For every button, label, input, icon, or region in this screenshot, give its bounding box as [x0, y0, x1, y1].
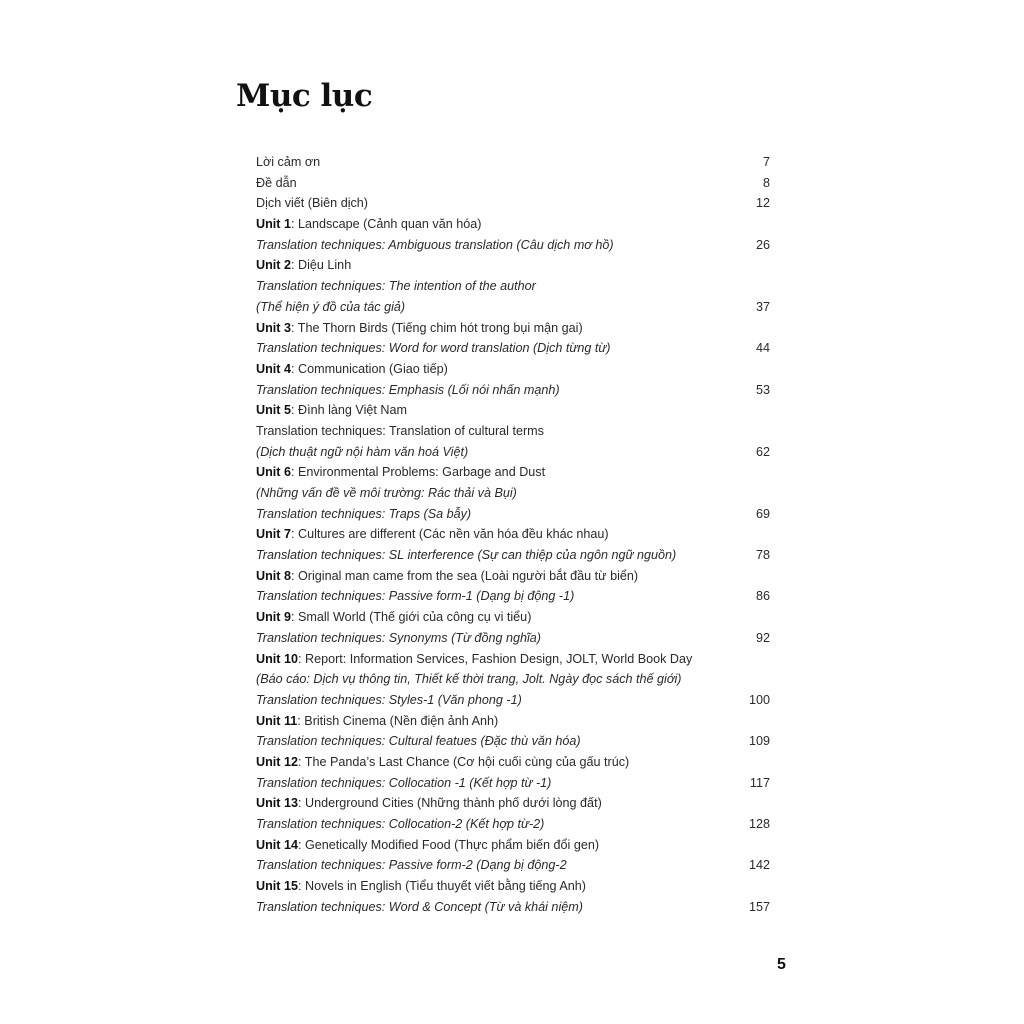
- toc-entry-line-text: Lời cảm ơn: [256, 155, 321, 169]
- toc-entry-line-text: (Báo cáo: Dịch vụ thông tin, Thiết kế thời trang, Jolt. Ngày đọc sách thế giới): [256, 672, 682, 687]
- toc-entry-line: [256, 193, 368, 214]
- toc-entry: [256, 400, 770, 462]
- toc-entry-line: [256, 421, 544, 442]
- toc-entry-line: [256, 504, 545, 525]
- toc-page-number: 109: [748, 734, 770, 749]
- toc-entry: [256, 835, 770, 876]
- toc-entry-text: [256, 255, 536, 317]
- toc-entry-line-text: Dịch viết (Biên dịch): [256, 196, 368, 211]
- unit-label: Unit 12: [256, 754, 298, 769]
- toc-entry-line-text: : Report: Information Services, Fashion Design, JOLT, World Book Day: [298, 651, 693, 666]
- toc-entry-line-text: Translation techniques: Passive form-2 (Dạng bị động-2: [256, 858, 567, 873]
- toc-entry-line: [256, 152, 320, 173]
- toc-page-number: 44: [755, 341, 770, 356]
- toc-entry: [256, 318, 770, 359]
- toc-entry-line: [256, 318, 611, 339]
- toc-entry-line-text: : Underground Cities (Những thành phố dưới lòng đất): [298, 796, 602, 811]
- toc-page-number: 86: [755, 589, 770, 604]
- toc-entry-line: [256, 793, 602, 814]
- toc-entry-line-text: Translation techniques: Translation of cultural terms: [256, 423, 544, 438]
- toc-entry-text: [256, 711, 581, 752]
- toc-entry-line: [256, 711, 581, 732]
- toc-entry-line: [256, 338, 611, 359]
- page-title: Mục lục: [236, 78, 373, 114]
- unit-label: Unit 2: [256, 258, 291, 273]
- table-of-contents: [256, 152, 770, 917]
- toc-entry: [256, 876, 770, 917]
- toc-entry-text: [256, 566, 638, 607]
- toc-entry: [256, 566, 770, 607]
- toc-entry-text: [256, 649, 692, 711]
- toc-page-number: 142: [748, 858, 770, 873]
- toc-entry-line: [256, 586, 638, 607]
- toc-entry-text: [256, 607, 541, 648]
- toc-entry-line-text: : Diệu Linh: [290, 258, 352, 273]
- toc-entry-line: [256, 214, 614, 235]
- toc-page-number: 26: [755, 237, 770, 252]
- toc-entry-line: [256, 835, 599, 856]
- toc-page-number: 100: [748, 692, 770, 707]
- toc-entry-line-text: Translation techniques: Styles-1 (Văn phong -1): [256, 692, 522, 707]
- toc-entry-line-text: : Novels in English (Tiểu thuyết viết bằng tiếng Anh): [298, 879, 586, 894]
- unit-label: Unit 7: [256, 527, 291, 542]
- toc-entry-line-text: Translation techniques: Collocation-2 (Kết hợp từ-2): [256, 817, 545, 831]
- toc-page-number: 8: [762, 175, 770, 190]
- toc-entry-line: [256, 380, 560, 401]
- toc-page-number: 12: [755, 196, 770, 211]
- toc-entry: [256, 793, 770, 834]
- toc-entry-text: [256, 359, 560, 400]
- toc-entry-line-text: : Cultures are different (Các nền văn hóa đều khác nhau): [290, 527, 609, 542]
- toc-entry: [256, 255, 770, 317]
- toc-entry-line: [256, 359, 560, 380]
- toc-entry-line: [256, 462, 545, 483]
- toc-entry-line-text: : Landscape (Cảnh quan văn hóa): [290, 217, 482, 232]
- toc-entry-line: [256, 483, 545, 504]
- toc-entry-text: [256, 876, 586, 917]
- toc-entry-text: [256, 752, 629, 793]
- unit-label: Unit 6: [256, 465, 291, 480]
- toc-entry-text: [256, 400, 544, 462]
- toc-entry-line: [256, 173, 297, 194]
- unit-label: Unit 13: [256, 796, 298, 811]
- toc-entry: [256, 462, 770, 524]
- toc-entry-line-text: Translation techniques: Synonyms (Từ đồng nghĩa): [256, 630, 541, 645]
- toc-entry-line-text: : Communication (Giao tiếp): [290, 361, 448, 376]
- toc-entry-line-text: (Thể hiện ý đồ của tác giả): [256, 299, 406, 314]
- unit-label: Unit 11: [256, 713, 298, 728]
- toc-entry-line-text: Translation techniques: Word for word translation (Dịch từng từ): [256, 341, 611, 356]
- toc-entry-line-text: Translation techniques: Word & Concept (Từ và khái niệm): [256, 899, 583, 914]
- toc-entry-line: [256, 897, 586, 918]
- toc-page-number: 37: [755, 299, 770, 314]
- toc-entry-line: [256, 628, 541, 649]
- toc-entry-line-text: (Dịch thuật ngữ nội hàm văn hoá Việt): [256, 444, 469, 459]
- toc-entry-text: [256, 173, 297, 194]
- toc-entry-line-text: (Những vấn đề về môi trường: Rác thải và Bụi): [256, 486, 517, 500]
- toc-entry: [256, 359, 770, 400]
- toc-entry-line-text: : Environmental Problems: Garbage and Dust: [290, 465, 546, 480]
- toc-entry-line: [256, 276, 536, 297]
- toc-entry-line: [256, 669, 692, 690]
- toc-entry-line-text: : Đình làng Việt Nam: [290, 403, 407, 418]
- toc-entry-line-text: : British Cinema (Nền điện ảnh Anh): [297, 713, 499, 728]
- unit-label: Unit 3: [256, 320, 291, 335]
- toc-entry-line: [256, 235, 614, 256]
- toc-entry-text: [256, 193, 368, 214]
- toc-entry-line: [256, 855, 599, 876]
- toc-entry-text: [256, 152, 320, 173]
- toc-entry-text: [256, 793, 602, 834]
- toc-entry: [256, 752, 770, 793]
- toc-entry: [256, 214, 770, 255]
- toc-entry-line-text: Đề dẫn: [256, 175, 297, 190]
- toc-entry-line-text: Translation techniques: The intention of the author: [256, 279, 536, 294]
- toc-page-number: 53: [755, 382, 770, 397]
- toc-entry-line: [256, 400, 544, 421]
- toc-entry-line-text: Translation techniques: Passive form-1 (Dạng bị động -1): [256, 589, 575, 604]
- toc-page-number: 7: [762, 155, 770, 169]
- toc-page-number: 62: [755, 444, 770, 459]
- page-number-folio: 5: [777, 956, 786, 973]
- toc-page-number: 128: [748, 817, 770, 831]
- toc-entry-line-text: Translation techniques: Ambiguous translation (Câu dịch mơ hồ): [256, 237, 614, 252]
- toc-page-number: 78: [755, 548, 770, 563]
- unit-label: Unit 1: [256, 217, 291, 232]
- unit-label: Unit 8: [256, 568, 291, 583]
- toc-page-number: 92: [755, 630, 770, 645]
- unit-label: Unit 5: [256, 403, 291, 418]
- unit-label: Unit 14: [256, 837, 298, 852]
- toc-entry-line-text: : Small World (Thế giới của công cụ vi tiểu): [290, 610, 532, 625]
- toc-entry: [256, 524, 770, 565]
- toc-entry-line: [256, 442, 544, 463]
- toc-entry-line: [256, 752, 629, 773]
- toc-entry-line-text: : Genetically Modified Food (Thực phẩm biến đổi gen): [298, 837, 600, 852]
- toc-entry: [256, 607, 770, 648]
- toc-entry-line: [256, 545, 676, 566]
- toc-entry-line: [256, 690, 692, 711]
- toc-entry-line: [256, 649, 692, 670]
- toc-entry-line: [256, 773, 629, 794]
- unit-label: Unit 4: [256, 361, 291, 376]
- toc-entry-line: [256, 297, 536, 318]
- toc-entry-line: [256, 566, 638, 587]
- toc-entry: [256, 649, 770, 711]
- unit-label: Unit 10: [256, 651, 298, 666]
- toc-entry-line-text: : Original man came from the sea (Loài người bắt đầu từ biển): [290, 568, 639, 583]
- toc-entry-text: [256, 214, 614, 255]
- toc-entry: [256, 152, 770, 173]
- toc-entry-line-text: : The Thorn Birds (Tiếng chim hót trong bụi mận gai): [290, 320, 583, 335]
- toc-entry-line-text: Translation techniques: Cultural featues (Đặc thù văn hóa): [256, 734, 581, 749]
- toc-entry-line-text: Translation techniques: Traps (Sa bẫy): [256, 506, 472, 521]
- unit-label: Unit 9: [256, 610, 291, 625]
- unit-label: Unit 15: [256, 879, 298, 894]
- toc-entry-text: [256, 318, 611, 359]
- toc-entry: [256, 173, 770, 194]
- toc-entry-text: [256, 835, 599, 876]
- toc-entry-text: [256, 524, 676, 565]
- toc-entry-line-text: Translation techniques: Emphasis (Lối nói nhấn mạnh): [256, 382, 560, 397]
- toc-entry: [256, 711, 770, 752]
- toc-page-number: 69: [755, 506, 770, 521]
- toc-entry-line: [256, 814, 602, 835]
- toc-entry-line: [256, 731, 581, 752]
- toc-entry-line: [256, 255, 536, 276]
- toc-entry-line-text: : The Panda’s Last Chance (Cơ hội cuối cùng của gấu trúc): [298, 754, 630, 769]
- toc-entry: [256, 193, 770, 214]
- toc-entry-line: [256, 524, 676, 545]
- toc-entry-line: [256, 607, 541, 628]
- toc-entry-line: [256, 876, 586, 897]
- toc-entry-text: [256, 462, 545, 524]
- toc-entry-line-text: Translation techniques: Collocation -1 (Kết hợp từ -1): [256, 775, 552, 790]
- toc-page-number: 117: [749, 775, 770, 790]
- toc-entry-line-text: Translation techniques: SL interference (Sự can thiệp của ngôn ngữ nguồn): [256, 548, 677, 563]
- toc-page-number: 157: [748, 899, 770, 914]
